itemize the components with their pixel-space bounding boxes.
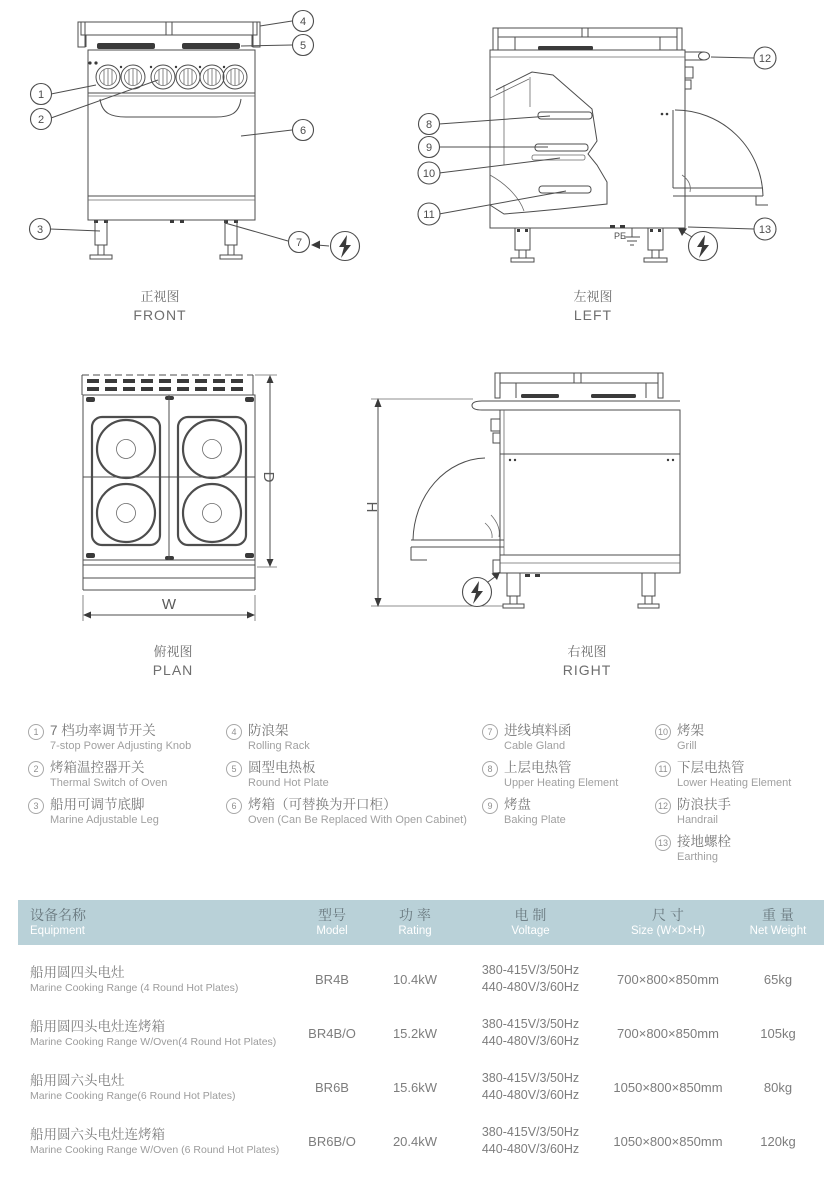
electric-connection-icon [678,228,718,261]
front-view-drawing [20,5,380,290]
callout-6 [293,120,314,141]
legend-item-1: 1 7 档功率调节开关 7-stop Power Adjusting Knob [28,722,191,754]
vent-slots [87,379,243,391]
svg-text:8: 8 [425,119,433,131]
width-dimension [83,595,255,621]
right-view-label: 右视图 RIGHT [562,644,612,678]
legend-item-12: 12 防浪扶手 Handrail [655,796,791,828]
svg-text:PE: PE [613,231,627,241]
table-row: 船用圆四头电灶 Marine Cooking Range (4 Round Hot Plates) BR4B 10.4kW 380-415V/3/50Hz 440-480V/3/60Hz 700×800×850mm 65kg [30,963,793,994]
adjustable-legs [90,220,242,259]
electric-connection-icon [463,572,501,607]
left-view-drawing [415,15,790,270]
spec-table-body [18,952,824,1168]
svg-text:11: 11 [423,209,435,221]
legend-column-2 [226,722,467,833]
legend-item-3: 3 船用可调节底脚 Marine Adjustable Leg [28,796,191,828]
svg-text:6: 6 [299,125,307,137]
legend-item-5: 5 圆型电热板 Round Hot Plate [226,759,467,791]
spec-table-header [18,900,824,945]
svg-text:W: W [161,596,177,613]
svg-text:D: D [260,471,277,483]
svg-text:7: 7 [295,237,303,249]
callout-7 [289,232,310,253]
svg-text:1: 1 [37,89,45,101]
header-size: 尺 寸 Size (W×D×H) [630,907,706,937]
legend-column-4 [655,722,791,870]
header-rating: 功 率 Rating [398,907,432,937]
callout-13 [754,218,776,240]
callout-8 [419,114,440,135]
legend-item-8: 8 上层电热管 Upper Heating Element [482,759,618,791]
upper-heating-element [538,112,592,119]
right-view-drawing [363,363,708,621]
callout-3 [30,219,51,240]
svg-text:9: 9 [425,142,433,154]
legend-column-3 [482,722,618,833]
header-voltage: 电 制 Voltage [511,907,550,937]
svg-text:13: 13 [758,224,772,236]
plan-view-drawing [65,363,295,631]
legend-item-10: 10 烤架 Grill [655,722,791,754]
svg-text:5: 5 [299,40,307,52]
svg-text:3: 3 [36,224,44,236]
left-view-label: 左视图 LEFT [573,289,613,323]
front-view-label: 正视图 FRONT [133,289,187,323]
callout-10 [418,162,440,184]
grill [532,155,585,160]
handrail [685,52,710,60]
header-weight: 重 量 Net Weight [749,907,807,937]
legend-item-2: 2 烤箱温控器开关 Thermal Switch of Oven [28,759,191,791]
svg-text:H: H [363,501,380,513]
legend-item-11: 11 下层电热管 Lower Heating Element [655,759,791,791]
legend-column-1 [28,722,191,833]
electric-connection-icon [311,232,360,261]
plan-view-label: 俯视图 PLAN [152,644,194,678]
callout-5 [293,35,314,56]
callout-9 [419,137,440,158]
callout-1 [31,84,52,105]
legend-item-7: 7 进线填料函 Cable Gland [482,722,618,754]
legend-item-13: 13 接地螺栓 Earthing [655,833,791,865]
height-dimension [363,398,503,607]
table-row: 船用圆四头电灶连烤箱 Marine Cooking Range W/Oven(4 Round Hot Plates) BR4B/O 15.2kW 380-415V/3/50Hz 440-480V/3/60Hz 700×800×850mm 105kg [30,1017,796,1048]
legend-item-4: 4 防浪架 Rolling Rack [226,722,467,754]
legend-item-9: 9 烤盘 Baking Plate [482,796,618,828]
svg-text:4: 4 [299,16,307,28]
pe-ground-symbol [614,228,640,245]
depth-dimension [255,375,277,567]
callout-4 [293,11,314,32]
callout-12 [754,47,776,69]
header-equipment: 设备名称 Equipment [30,907,86,937]
hot-plate-edge [97,43,155,49]
callout-2 [31,109,52,130]
hot-plate-edge [182,43,240,49]
control-knobs [96,65,247,89]
svg-text:12: 12 [758,53,772,65]
legend-num-1: 1 [28,724,44,740]
lower-heating-element [539,186,591,193]
svg-text:10: 10 [422,168,436,180]
svg-text:2: 2 [37,114,45,126]
header-model: 型号 Model [316,907,348,937]
callout-11 [418,203,440,225]
table-row: 船用圆六头电灶连烤箱 Marine Cooking Range W/Oven (6 Round Hot Plates) BR6B/O 20.4kW 380-415V/3/50Hz 440-480V/3/60Hz 1050×800×850mm 120kg [30,1125,796,1156]
legend-item-6: 6 烤箱（可替换为开口柜） Oven (Can Be Replaced With Open Cabinet) [226,796,467,828]
table-row: 船用圆六头电灶 Marine Cooking Range(6 Round Hot Plates) BR6B 15.6kW 380-415V/3/50Hz 440-480V/3/60Hz 1050×800×850mm 80kg [30,1071,793,1102]
